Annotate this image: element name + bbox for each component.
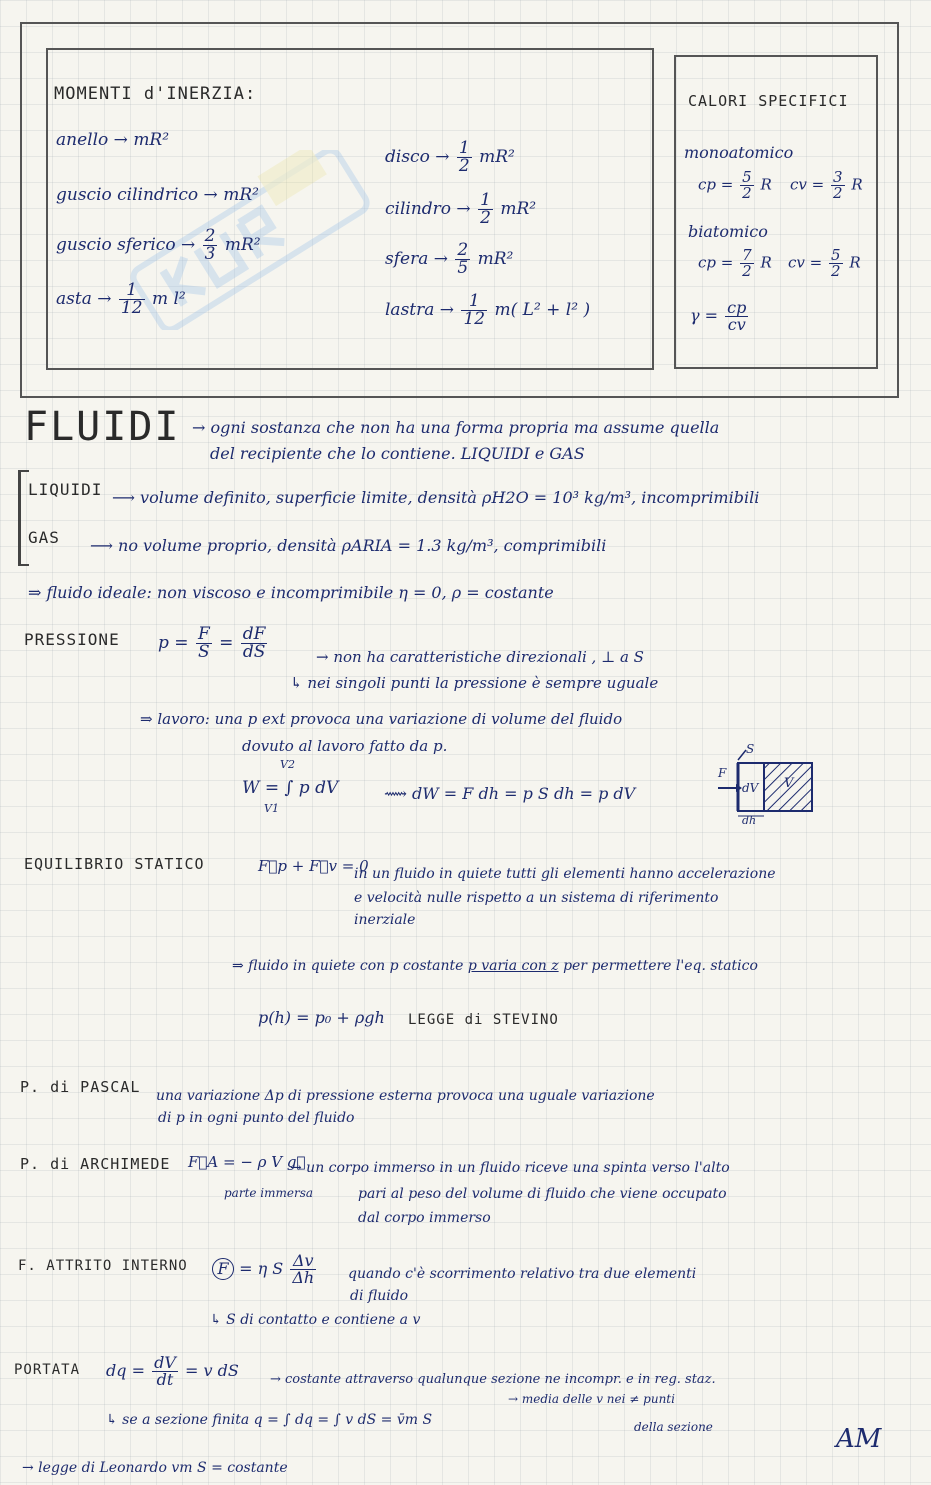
monoatomico-label: monoatomico bbox=[684, 143, 794, 162]
work-rhs: ⟿ dW = F dh = p S dh = p dV bbox=[384, 784, 636, 803]
attrito-text-1: quando c'è scorrimento relativo tra due elementi bbox=[348, 1266, 697, 1282]
pressione-label: PRESSIONE bbox=[24, 630, 120, 649]
fraction: $\frac{5}{2}$ bbox=[742, 168, 752, 202]
bi-cp bbox=[698, 248, 772, 279]
heat-title: CALORI SPECIFICI bbox=[688, 92, 849, 110]
inertia-label: guscio cilindrico → bbox=[56, 185, 218, 205]
portata-note-bottom: della sezione bbox=[634, 1420, 713, 1434]
inertia-label: disco → bbox=[385, 147, 450, 167]
inertia-label: anello → bbox=[56, 130, 128, 150]
stevino-formula: p(h) = p₀ + ρgh bbox=[258, 1008, 385, 1027]
liquidi-label: LIQUIDI bbox=[28, 480, 103, 499]
fluidi-definition-1: → ogni sostanza che non ha una forma propria ma assume quella bbox=[192, 418, 720, 437]
pascal-text-2: di p in ogni punto del fluido bbox=[158, 1110, 355, 1126]
pascal-text-1: una variazione Δp di pressione esterna provoca una uguale variazione bbox=[156, 1088, 655, 1104]
portata-sub-1: ↳ se a sezione finita q = ∫ dq = ∫ v dS = v̄m S bbox=[106, 1412, 433, 1428]
r-constant: R bbox=[760, 253, 772, 272]
vds-symbol: = v dS bbox=[184, 1361, 239, 1380]
piston-svg bbox=[716, 748, 816, 823]
fraction: $\frac{2}{3}$ bbox=[204, 226, 216, 264]
inertia-item-cilindro bbox=[385, 192, 536, 227]
diagram-dv-label: dV bbox=[742, 781, 759, 795]
inertia-item-guscio-cilindrico bbox=[56, 185, 259, 205]
inertia-item-anello bbox=[56, 130, 169, 150]
fraction: $\frac{F}{S}$ bbox=[197, 624, 210, 662]
work-upper-limit: V2 bbox=[280, 758, 295, 771]
inertia-formula: m l² bbox=[151, 289, 186, 309]
fraction: $\frac{7}{2}$ bbox=[742, 246, 752, 280]
inertia-formula: mR² bbox=[133, 130, 170, 150]
fraction: $\frac{3}{2}$ bbox=[833, 168, 843, 202]
cv-label: cv = bbox=[790, 175, 825, 194]
mono-cv bbox=[790, 170, 863, 201]
fraction: $\frac{1}{2}$ bbox=[458, 138, 470, 176]
portata-formula bbox=[106, 1355, 239, 1388]
pascal-label: P. di PASCAL bbox=[20, 1078, 141, 1096]
diagram-dh-label: dh bbox=[742, 814, 757, 827]
inertia-formula: mR² bbox=[477, 249, 514, 269]
fraction: $\frac{5}{2}$ bbox=[831, 246, 841, 280]
archimede-text-1: → un corpo immerso in un fluido riceve una spinta verso l'alto bbox=[290, 1160, 730, 1176]
fluido-quiete-text: ⇒ fluido in quiete con p costante bbox=[232, 958, 464, 974]
archimede-text-3: dal corpo immerso bbox=[358, 1210, 491, 1226]
liquidi-text: ⟶ volume definito, superficie limite, densità ρH2O = 10³ kg/m³, incomprimibili bbox=[112, 488, 760, 507]
fraction: $\frac{dF}{dS}$ bbox=[242, 624, 266, 662]
equilibrio-text-3: inerziale bbox=[354, 912, 416, 928]
gamma-formula bbox=[690, 300, 750, 333]
diagram-v-label: V bbox=[784, 776, 794, 791]
portata-label: PORTATA bbox=[14, 1362, 81, 1378]
inertia-formula: mR² bbox=[223, 185, 259, 205]
inertia-item-disco bbox=[385, 140, 515, 175]
inertia-item-guscio-sferico bbox=[56, 228, 261, 263]
inertia-item-lastra bbox=[385, 293, 590, 328]
equilibrio-line-4 bbox=[232, 958, 758, 974]
mono-cp bbox=[698, 170, 772, 201]
inertia-label: guscio sferico → bbox=[56, 235, 196, 255]
eq-statico-text: per permettere l'eq. statico bbox=[563, 958, 758, 974]
cp-label: cp = bbox=[698, 175, 734, 194]
fraction: $\frac{\Delta v}{\Delta h}$ bbox=[292, 1251, 315, 1287]
portata-note-top: → media delle v nei ≠ punti bbox=[508, 1392, 675, 1406]
fraction: $\frac{1}{12}$ bbox=[120, 280, 143, 318]
cv-label: cv = bbox=[788, 253, 823, 272]
attrito-text-2: di fluido bbox=[350, 1288, 409, 1304]
fluidi-definition-2: del recipiente che lo contiene. LIQUIDI e GAS bbox=[210, 444, 585, 463]
equilibrio-text-1: in un fluido in quiete tutti gli elementi hanno accelerazione bbox=[354, 866, 776, 882]
leonardo-law: → legge di Leonardo vm S = costante bbox=[22, 1460, 288, 1476]
attrito-label: F. ATTRITO INTERNO bbox=[18, 1258, 188, 1274]
inertia-title: MOMENTI d'INERZIA: bbox=[54, 84, 257, 104]
inertia-formula: mR² bbox=[500, 199, 537, 219]
attrito-eq: = η S bbox=[239, 1259, 284, 1278]
equilibrio-formula: F⃗p + F⃗v = 0 bbox=[258, 857, 369, 875]
fraction: $\frac{1}{2}$ bbox=[480, 190, 491, 228]
piston-diagram bbox=[716, 742, 816, 827]
r-constant: R bbox=[760, 175, 772, 194]
r-constant: R bbox=[849, 253, 861, 272]
pressione-note-1: → non ha caratteristiche direzionali , ⊥ a S bbox=[316, 648, 644, 666]
equilibrio-label: EQUILIBRIO STATICO bbox=[24, 855, 205, 873]
signature: AM bbox=[836, 1424, 882, 1454]
inertia-formula: m( L² + l² ) bbox=[494, 300, 591, 320]
inertia-formula: mR² bbox=[479, 147, 515, 167]
gamma-label: γ = bbox=[690, 306, 719, 325]
diagram-s-label: S bbox=[746, 742, 755, 756]
inertia-item-sfera bbox=[385, 242, 513, 277]
lavoro-line-2: dovuto al lavoro fatto da p. bbox=[242, 737, 448, 755]
fraction: $\frac{cp}{cv}$ bbox=[727, 298, 747, 334]
attrito-circle: F bbox=[212, 1258, 234, 1280]
fraction: $\frac{dV}{dt}$ bbox=[154, 1353, 176, 1389]
attrito-sub: ↳ S di contatto e contiene a v bbox=[210, 1312, 421, 1328]
fluidi-title: FLUIDI bbox=[24, 404, 181, 450]
gas-label: GAS bbox=[28, 528, 60, 547]
work-lower-limit: V1 bbox=[264, 802, 279, 815]
fluido-ideale: ⇒ fluido ideale: non viscoso e incomprimibile η = 0, ρ = costante bbox=[28, 583, 554, 602]
diagram-f-label: F bbox=[718, 766, 727, 780]
archimede-formula: F⃗A = − ρ V g⃗ bbox=[188, 1153, 306, 1171]
archimede-text-2: pari al peso del volume di fluido che viene occupato bbox=[358, 1186, 727, 1202]
inertia-label: asta → bbox=[56, 289, 112, 309]
stevino-label: LEGGE di STEVINO bbox=[408, 1012, 559, 1028]
equilibrio-text-2: e velocità nulle rispetto a un sistema di riferimento bbox=[354, 890, 719, 906]
dq-symbol: dq = bbox=[106, 1361, 145, 1380]
inertia-item-asta bbox=[56, 282, 186, 317]
p-varia-text: p varia con z bbox=[467, 958, 559, 974]
biatomico-label: biatomico bbox=[688, 222, 768, 241]
inertia-formula: mR² bbox=[224, 235, 261, 255]
pressione-note-2: ↳ nei singoli punti la pressione è sempre uguale bbox=[290, 674, 659, 692]
pressione-formula: p = $\frac{F}{S}$ = $\frac{dF}{dS}$ bbox=[158, 624, 266, 662]
bi-cv bbox=[788, 248, 861, 279]
gas-text: ⟶ no volume proprio, densità ρARIA = 1.3 kg/m³, comprimibili bbox=[90, 536, 607, 555]
fraction: $\frac{2}{5}$ bbox=[457, 240, 469, 278]
inertia-label: sfera → bbox=[385, 249, 448, 269]
cp-label: cp = bbox=[698, 253, 734, 272]
archimede-sub: parte immersa bbox=[224, 1186, 314, 1200]
lavoro-line-1: ⇒ lavoro: una p ext provoca una variazione di volume del fluido bbox=[140, 710, 623, 728]
portata-text-1: → costante attraverso qualunque sezione ne incompr. e in reg. staz. bbox=[270, 1372, 716, 1387]
fraction: $\frac{1}{12}$ bbox=[463, 291, 486, 329]
attrito-formula bbox=[212, 1253, 318, 1286]
r-constant: R bbox=[851, 175, 863, 194]
inertia-label: cilindro → bbox=[385, 199, 471, 219]
work-formula: W = ∫ p dV bbox=[242, 778, 339, 798]
p-symbol: p = bbox=[158, 633, 189, 653]
inertia-label: lastra → bbox=[385, 300, 455, 320]
archimede-label: P. di ARCHIMEDE bbox=[20, 1155, 171, 1173]
